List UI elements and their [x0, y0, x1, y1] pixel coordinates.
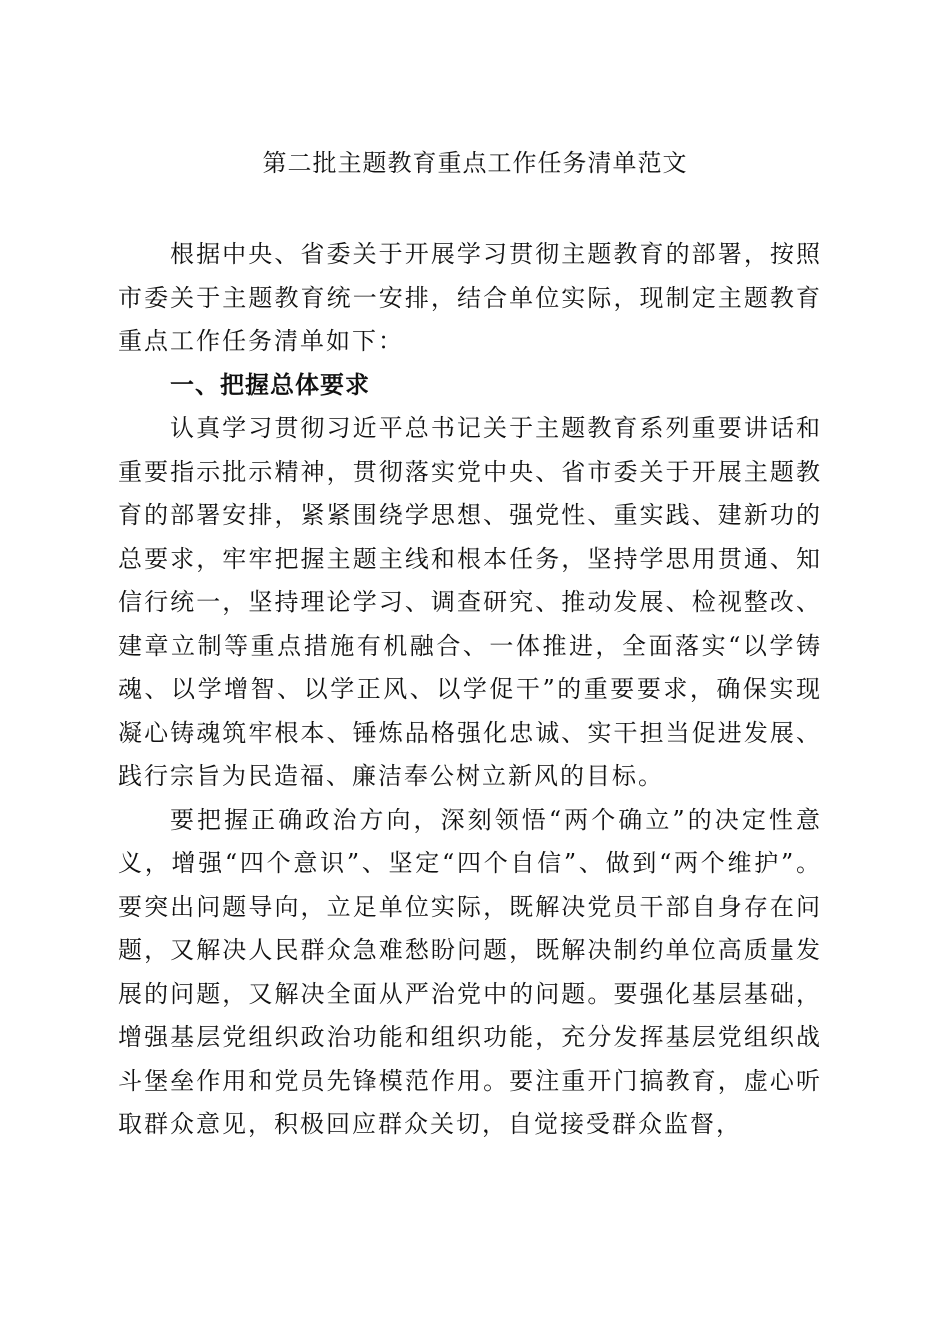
section-heading: 一、把握总体要求 — [170, 370, 370, 399]
intro-paragraph: 根据中央、省委关于开展学习贯彻主题教育的部署，按照市委关于主题教育统一安排，结合单位实际，现制定主题教育重点工作任务清单如下： — [118, 240, 822, 355]
document-title: 第二批主题教育重点工作任务清单范文 — [262, 149, 688, 177]
document-body — [118, 233, 822, 1147]
body-paragraph: 认真学习贯彻习近平总书记关于主题教育系列重要讲话和重要指示批示精神，贯彻落实党中央、省市委关于开展主题教育的部署安排，紧紧围绕学思想、强党性、重实践、建新功的总要求，牢牢把握主题主线和根本任务，坚持学思用贯通、知信行统一，坚持理论学习、调查研究、推动发展、检视整改、建章立制等重点措施有机融合、一体推进，全面落实“以学铸魂、以学增智、以学正风、以学促干”的重要要求，确保实现凝心铸魂筑牢根本、锤炼品格强化忠诚、实干担当促进发展、践行宗旨为民造福、廉洁奉公树立新风的目标。 — [118, 414, 822, 790]
body-paragraph: 要把握正确政治方向，深刻领悟“两个确立”的决定性意义，增强“四个意识”、坚定“四个自信”、做到“两个维护”。要突出问题导向，立足单位实际，既解决党员干部自身存在问题，又解决人民群众急难愁盼问题，既解决制约单位高质量发展的问题，又解决全面从严治党中的问题。要强化基层基础，增强基层党组织政治功能和组织功能，充分发挥基层党组织战斗堡垒作用和党员先锋模范作用。要注重开门搞教育，虚心听取群众意见，积极回应群众关切，自觉接受群众监督， — [118, 805, 822, 1138]
